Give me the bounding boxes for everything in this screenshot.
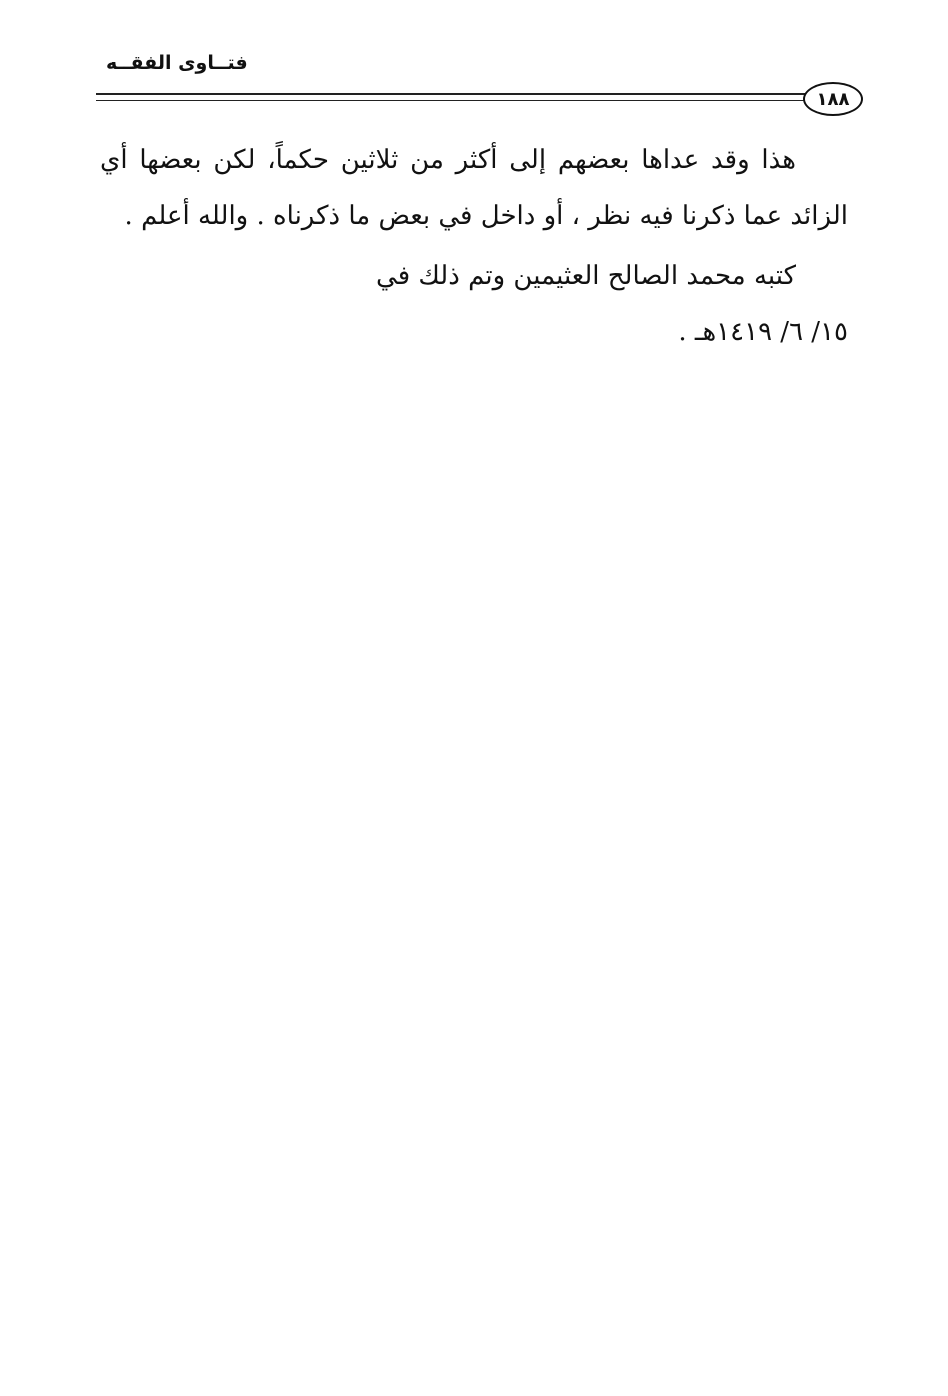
date-line: ١٥/ ٦/ ١٤١٩هـ . <box>678 317 848 347</box>
header-rule <box>96 93 806 95</box>
signature-line: كتبه محمد الصالح العثيمين وتم ذلك في <box>376 261 796 291</box>
page-number-badge <box>803 82 863 116</box>
page-number: ١٨٨ <box>816 88 850 110</box>
paragraph-1: هذا وقد عداها بعضهم إلى أكثر من ثلاثين حكماً، لكن بعضها أي الزائد عما ذكرنا فيه نظر ، أو داخل في بعض ما ذكرناه . والله أعلم . <box>100 145 848 231</box>
header-rule-thin <box>96 100 806 101</box>
running-header-title: فتــاوى الفقــه <box>106 52 248 74</box>
page-body <box>100 132 848 360</box>
paragraph-2 <box>100 248 848 360</box>
